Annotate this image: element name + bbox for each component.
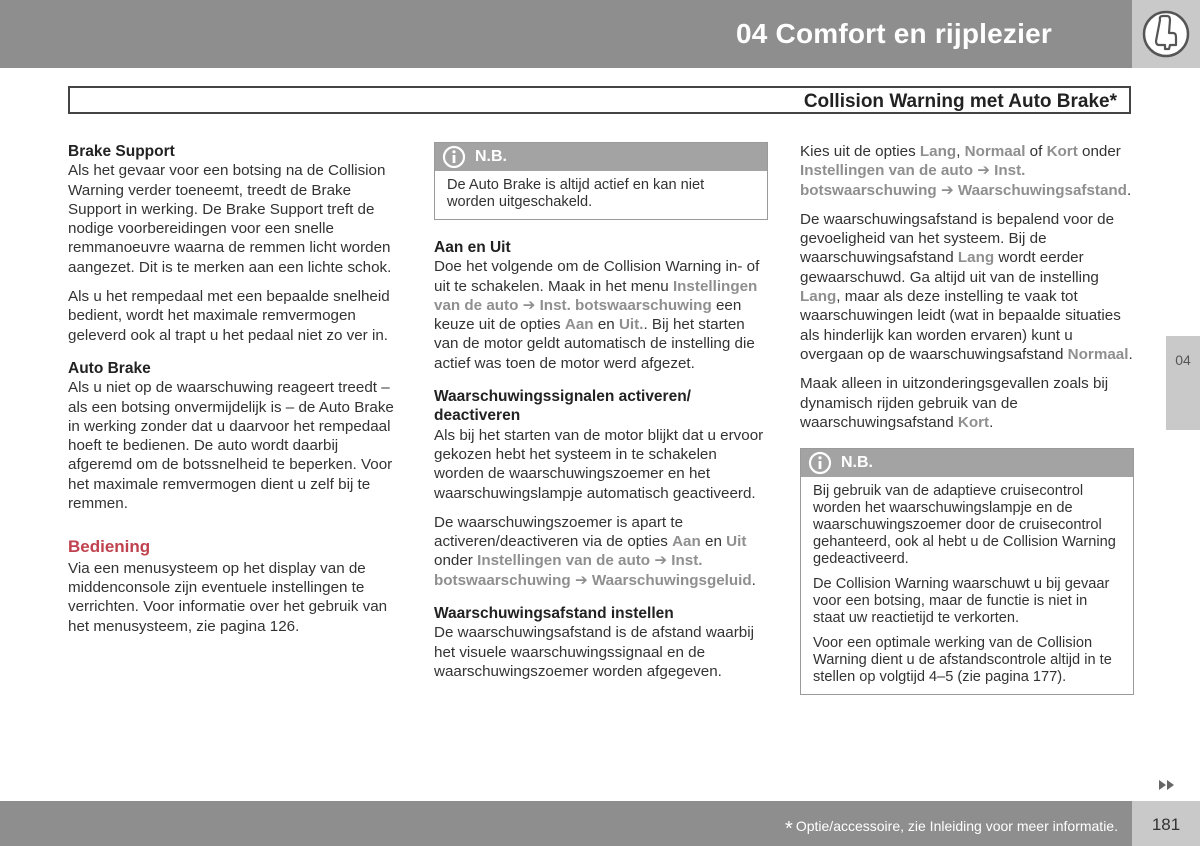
note-text: De Auto Brake is altijd actief en kan niet worden uitgeschakeld. bbox=[447, 177, 705, 210]
bediening-paragraph: Via een menusysteem op het display van de middenconsole zijn eventuele instellingen te verrichten. Voor informatie over het gebruik van het menusysteem, zie pagina 126. bbox=[68, 559, 388, 635]
section-title: Collision Warning met Auto Brake* bbox=[803, 91, 1117, 112]
info-icon bbox=[807, 451, 833, 475]
menu-path-instellingen: Instellingen van de auto bbox=[800, 162, 973, 180]
uitzondering-paragraph: Maak alleen in uitzonderingsgevallen zoals bij dynamisch rijden gebruik van de waarschuwingsafstand Kort. bbox=[800, 375, 1109, 431]
auto-brake-heading: Auto Brake bbox=[68, 359, 151, 377]
chapter-header-bar bbox=[0, 0, 1132, 68]
signalen-heading: Waarschuwingssignalen activeren/ deactiveren bbox=[434, 388, 691, 425]
page-number-box bbox=[1132, 801, 1200, 846]
note-paragraph-3: Voor een optimale werking van de Collision Warning dient u de afstandscontrole altijd in te stellen op volgtijd 4–5 (zie pagina 177). bbox=[813, 635, 1112, 686]
option-aan: Aan bbox=[564, 316, 594, 334]
column-middle bbox=[434, 142, 768, 691]
note-label: N.B. bbox=[841, 454, 873, 472]
menu-path-inst-bots: Inst. botswaarschuwing bbox=[434, 552, 703, 589]
note-body bbox=[801, 477, 1133, 694]
menu-path-inst-bots: Inst. botswaarschuwing bbox=[800, 162, 1026, 199]
column-right bbox=[800, 142, 1134, 713]
note-label: N.B. bbox=[475, 148, 507, 165]
brake-support-paragraph-2: Als u het rempedaal met een bepaalde snelheid bedient, wordt het maximale remvermogen geleverd ook al trapt u het pedaal niet zo ver in. bbox=[68, 288, 390, 344]
brake-support-paragraph-1: Als het gevaar voor een botsing na de Collision Warning verder toeneemt, treedt de Brake Support in werking. De Brake Support treft de nodige voorbereidingen voor een snelle remmanoeuvre waarna de remmen licht worden aangezet. Dit is te merken aan een lichte schok. bbox=[68, 162, 392, 276]
footnote-star: * bbox=[785, 818, 793, 840]
option-kort: Kort bbox=[957, 413, 990, 431]
aan-uit-heading: Aan en Uit bbox=[434, 239, 511, 256]
option-normaal: Normaal bbox=[964, 143, 1026, 160]
footnote: * Optie/accessoire, zie Inleiding voor meer informatie. bbox=[785, 818, 1118, 840]
option-uit: Uit. bbox=[618, 316, 644, 334]
chapter-icon-box bbox=[1132, 0, 1200, 68]
note-header bbox=[801, 449, 1133, 477]
signalen-paragraph-1: Als bij het starten van de motor blijkt dat u ervoor gekozen hebt het systeem in te schakelen worden de waarschuwingszoemer en het waarschuwingslampje automatisch geactiveerd. bbox=[434, 426, 764, 502]
option-lang: Lang bbox=[800, 288, 837, 306]
continue-arrows-icon bbox=[1159, 780, 1175, 790]
opties-paragraph: Kies uit de opties Lang, Normaal of Kort onder Instellingen van de auto ➔ Inst. botswaarschuwing ➔ Waarschuwingsafstand. bbox=[800, 143, 1132, 199]
option-lang: Lang bbox=[957, 249, 995, 267]
option-aan: Aan bbox=[672, 533, 701, 551]
chapter-side-tab bbox=[1166, 336, 1200, 430]
note-body bbox=[435, 171, 767, 219]
option-lang: Lang bbox=[919, 143, 957, 160]
gevoeligheid-paragraph: De waarschuwingsafstand is bepalend voor de gevoeligheid van het systeem. Bij de waarschuwingsafstand Lang wordt eerder gewaarschuwd. Ga altijd uit van de instelling Lang, maar als deze instelling te vaak tot waarschuwingen leidt (wat in bepaalde situaties als hinderlijk kan worden ervaren) kunt u overgaan op de waarschuwingsafstand Normaal. bbox=[800, 210, 1133, 363]
note-box bbox=[434, 142, 768, 220]
afstand-heading: Waarschuwingsafstand instellen bbox=[434, 605, 674, 623]
section-title-box bbox=[68, 86, 1131, 114]
footer-bar bbox=[0, 801, 1132, 846]
note-paragraph-1: Bij gebruik van de adaptieve cruisecontrol worden het waarschuwingslampje en de waarschuwingszoemer door de cruisecontrol gehanteerd, ook al hebt u de Collision Warning gedeactiveerd. bbox=[813, 483, 1116, 568]
menu-path-instellingen: Instellingen van de auto bbox=[477, 552, 651, 570]
signalen-paragraph-2: De waarschuwingszoemer is apart te activeren/deactiveren via de opties Aan en Uit onder Instellingen van de auto ➔ Inst. botswaarschuwing ➔ Waarschuwingsgeluid. bbox=[434, 513, 756, 589]
column-left bbox=[68, 142, 402, 646]
seat-icon bbox=[1132, 0, 1200, 68]
option-normaal: Normaal bbox=[1067, 345, 1129, 363]
chapter-title: 04 Comfort en rijplezier bbox=[736, 18, 1052, 49]
note-paragraph-2: De Collision Warning waarschuwt u bij gevaar voor een botsing, maar de functie is niet in staat uw reactietijd te verkorten. bbox=[813, 576, 1110, 627]
menu-path-inst-bots: Inst. botswaarschuwing bbox=[539, 296, 712, 314]
chapter-tab-label: 04 bbox=[1175, 352, 1191, 368]
menu-path-instellingen: Instellingen van de auto bbox=[434, 277, 758, 314]
note-box bbox=[800, 448, 1134, 695]
brake-support-heading: Brake Support bbox=[68, 143, 175, 160]
page-number: 181 bbox=[1151, 815, 1181, 834]
info-icon bbox=[441, 145, 467, 169]
auto-brake-paragraph: Als u niet op de waarschuwing reageert treedt – als een botsing onvermijdelijk is – de Auto Brake in werking zonder dat u daarvoor het rempedaal hoeft te bedienen. De auto wordt daarbij afgeremd om de botssnelheid te beperken. Voor het maximale remvermogen dient u zelf bij te remmen. bbox=[68, 379, 394, 513]
afstand-paragraph: De waarschuwingsafstand is de afstand waarbij het visuele waarschuwingssignaal en de waarschuwingszoemer worden afgegeven. bbox=[434, 624, 754, 680]
menu-path-geluid: Waarschuwingsgeluid bbox=[591, 571, 752, 589]
option-uit: Uit bbox=[726, 533, 747, 551]
option-kort: Kort bbox=[1046, 143, 1078, 160]
bediening-heading: Bediening bbox=[68, 537, 151, 557]
note-header bbox=[435, 143, 767, 171]
menu-path-afstand: Waarschuwingsafstand bbox=[957, 181, 1127, 199]
aan-uit-paragraph: Doe het volgende om de Collision Warning in- of uit te schakelen. Maak in het menu Instellingen van de auto ➔ Inst. botswaarschuwing een keuze uit de opties Aan en Uit.. Bij het starten van de motor geldt automatisch de instelling die actief was toen de motor werd afgezet. bbox=[434, 258, 760, 372]
